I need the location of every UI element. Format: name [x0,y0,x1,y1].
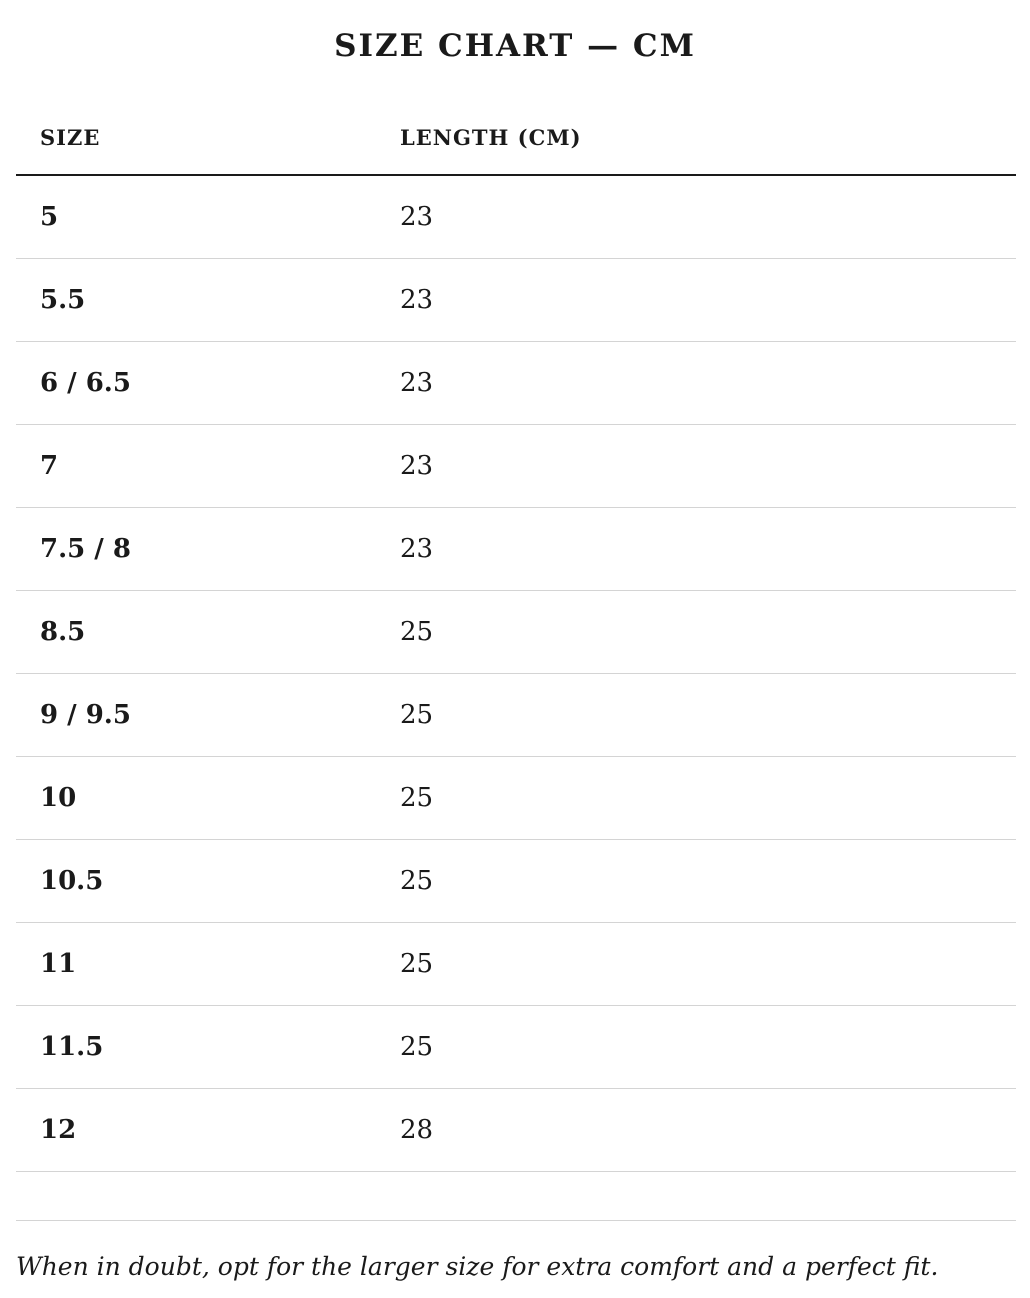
table-row [16,259,1016,342]
length-cell: 25 [400,700,434,730]
length-cell: 25 [400,617,434,647]
length-cell: 23 [400,451,434,481]
size-cell: 7 [40,451,59,481]
table-row [16,757,1016,840]
size-cell: 6 / 6.5 [40,368,131,398]
table-row [16,1089,1016,1172]
table-footer-divider [16,1172,1016,1221]
column-header-size: SIZE [40,125,101,150]
length-cell: 25 [400,783,434,813]
size-cell: 8.5 [40,617,86,647]
table-row [16,342,1016,425]
table-row [16,923,1016,1006]
fit-advice-note: When in doubt, opt for the larger size for extra comfort and a perfect fit. [16,1252,939,1281]
table-row [16,425,1016,508]
table-header [16,96,1016,176]
length-cell: 23 [400,285,434,315]
page-title: SIZE CHART — CM [334,28,696,64]
table-row [16,508,1016,591]
table-row [16,840,1016,923]
size-cell: 11.5 [40,1032,104,1062]
size-cell: 11 [40,949,77,979]
table-row [16,591,1016,674]
table-row [16,176,1016,259]
table-row [16,674,1016,757]
length-cell: 23 [400,202,434,232]
size-cell: 7.5 / 8 [40,534,131,564]
table-row [16,1006,1016,1089]
length-cell: 25 [400,949,434,979]
length-cell: 23 [400,368,434,398]
size-cell: 5.5 [40,285,86,315]
size-cell: 5 [40,202,59,232]
length-cell: 28 [400,1115,434,1145]
column-header-length: LENGTH (CM) [400,125,582,150]
size-cell: 10 [40,783,77,813]
length-cell: 25 [400,866,434,896]
length-cell: 23 [400,534,434,564]
size-cell: 10.5 [40,866,104,896]
size-chart-table [16,96,1016,1221]
size-cell: 9 / 9.5 [40,700,131,730]
length-cell: 25 [400,1032,434,1062]
size-cell: 12 [40,1115,77,1145]
